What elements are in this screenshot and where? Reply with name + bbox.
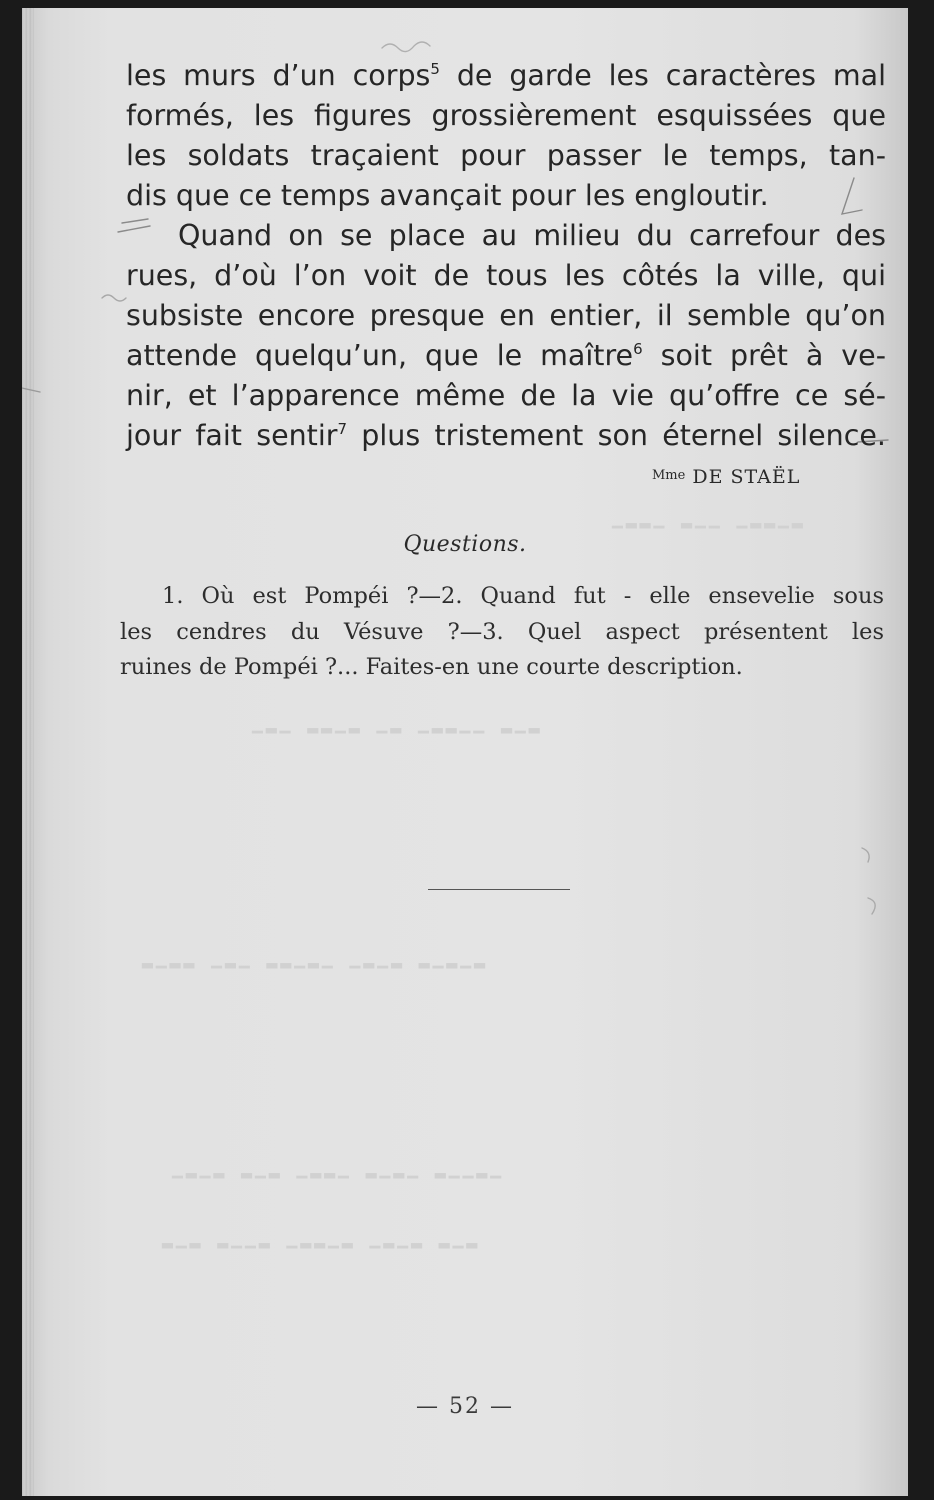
section-divider [428, 889, 570, 890]
passage-line: formés, les figures grossièrement esquissées que [126, 99, 886, 132]
author-attribution: $^{Mme}$ DE STAËL [652, 466, 801, 488]
page-number: — 52 — [416, 1394, 514, 1419]
passage-line: les soldats traçaient pour passer le temps, tan- [126, 139, 886, 172]
passage-line: dis que ce temps avançait pour les engloutir. [126, 179, 769, 212]
footnote-marker: 5 [430, 60, 440, 78]
question-line: les cendres du Vésuve ?—3. Quel aspect présentent les [120, 619, 884, 645]
passage-line: rues, d’où l’on voit de tous les côtés la ville, qui [126, 259, 886, 292]
passage-line: jour fait sentir$^7$ plus tristement son éternel silence. [126, 419, 886, 452]
passage-line: Quand on se place au milieu du carrefour des [178, 219, 886, 252]
bleed-through-text: ▁▂▂▁ ▂▁▁ ▁▂▂▁▂ [612, 508, 806, 529]
book-page [22, 8, 908, 1496]
passage-line: nir, et l’apparence même de la vie qu’offre ce sé- [126, 379, 886, 412]
bleed-through-text: ▂▁▂ ▂▁▁▂ ▁▂▂▁▂ ▁▂▁▂ ▂▁▂ [162, 1228, 481, 1249]
bleed-through-text: ▁▂▁ ▂▂▁▂ ▁▂ ▁▂▂▁▁ ▂▁▂ [252, 713, 543, 734]
question-line: ruines de Pompéi ?... Faites-en une courte description. [120, 654, 743, 680]
bleed-through-text: ▂▁▂▂ ▁▂▁ ▂▂▁▂▁ ▁▂▁▂ ▂▁▂▁▂ [142, 948, 488, 969]
footnote-marker: 6 [633, 340, 643, 358]
questions-heading: Questions. [403, 532, 527, 557]
bleed-through-text: ▁▂▁▂ ▂▁▂ ▁▂▂▁ ▂▁▂▁ ▂▁▁▂▁ [172, 1158, 505, 1179]
passage-line: les murs d’un corps$^5$ de garde les caractères mal [126, 59, 886, 92]
passage-line: attende quelqu’un, que le maître$^6$ soit prêt à ve- [126, 339, 886, 372]
footnote-marker: 7 [337, 420, 348, 438]
question-line: 1. Où est Pompéi ?—2. Quand fut - elle ensevelie sous [162, 583, 884, 609]
passage-line: subsiste encore presque en entier, il semble qu’on [126, 299, 886, 332]
